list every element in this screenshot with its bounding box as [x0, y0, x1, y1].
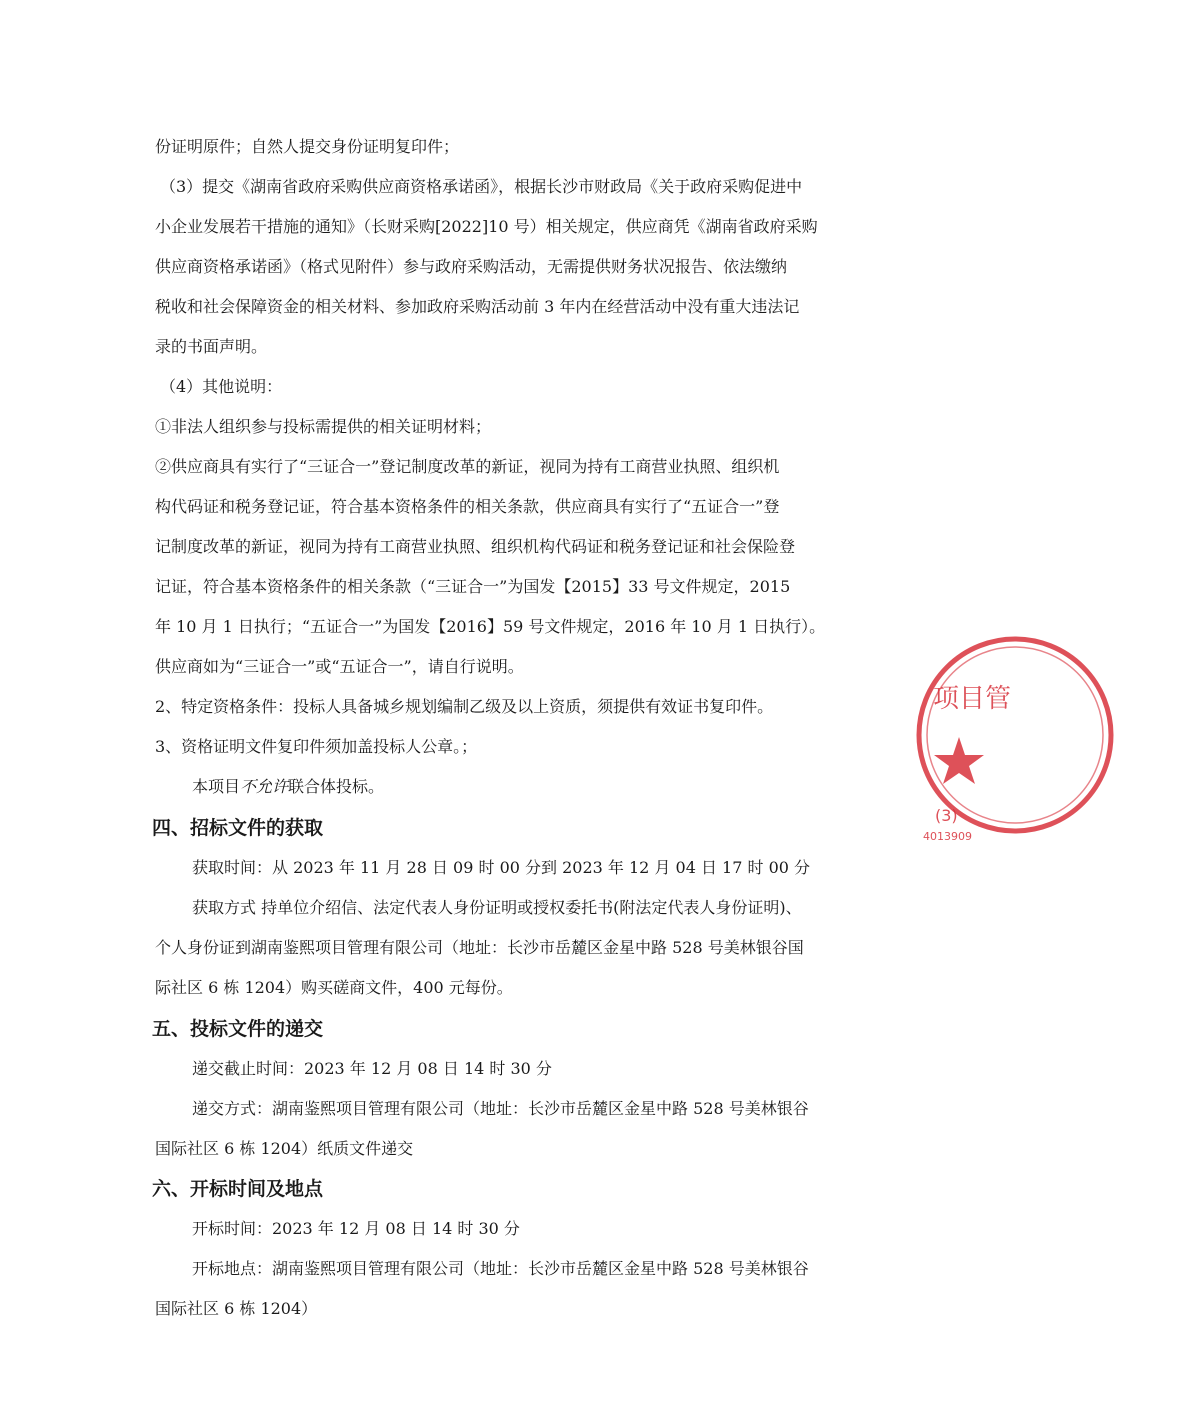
seal-code: 4013909 [923, 830, 972, 843]
seal-graphic [905, 625, 1015, 845]
section-heading: 六、开标时间及地点 [152, 1178, 324, 1200]
paragraph-line: 录的书面声明。 [155, 337, 268, 356]
paragraph-line: 供应商资格承诺函》（格式见附件）参与政府采购活动，无需提供财务状况报告、依法缴纳 [155, 257, 788, 276]
paragraph-line: 3、资格证明文件复印件须加盖投标人公章。； [155, 737, 478, 756]
paragraph-line: 税收和社会保障资金的相关材料、参加政府采购活动前 3 年内在经营活动中没有重大违法记 [155, 297, 800, 316]
paragraph-line: 份证明原件；自然人提交身份证明复印件； [155, 137, 460, 156]
paragraph-line: 国际社区 6 栋 1204）纸质文件递交 [155, 1139, 414, 1158]
paragraph-line: 年 10 月 1 日执行；“五证合一”为国发【2016】59 号文件规定，2016 年 10 月 1 日执行）。 [155, 617, 826, 636]
consortium-prefix: 本项目 [192, 777, 241, 796]
paragraph-line: （4）其他说明： [160, 377, 283, 396]
paragraph-line: 递交截止时间：2023 年 12 月 08 日 14 时 30 分 [192, 1059, 552, 1078]
paragraph-line: 际社区 6 栋 1204）购买磋商文件，400 元每份。 [155, 978, 513, 997]
consortium-line [192, 776, 1192, 798]
paragraph-line: ①非法人组织参与投标需提供的相关证明材料； [155, 417, 492, 436]
consortium-suffix: 联合体投标。 [288, 777, 385, 796]
section-heading: 四、招标文件的获取 [152, 817, 324, 839]
paragraph-line: 记制度改革的新证，视同为持有工商营业执照、组织机构代码证和税务登记证和社会保险登 [155, 537, 796, 556]
paragraph-line: 构代码证和税务登记证，符合基本资格条件的相关条款，供应商具有实行了“五证合一”登 [155, 497, 780, 516]
paragraph-line: 个人身份证到湖南鉴熙项目管理有限公司（地址：长沙市岳麓区金星中路 528 号美林银谷国 [155, 938, 804, 957]
paragraph-line: 供应商如为“三证合一”或“五证合一”，请自行说明。 [155, 657, 524, 676]
consortium-italic: 不允许 [240, 777, 289, 796]
paragraph-line: 开标地点：湖南鉴熙项目管理有限公司（地址：长沙市岳麓区金星中路 528 号美林银谷 [192, 1259, 809, 1278]
company-seal [905, 625, 1015, 845]
paragraph-line: 小企业发展若干措施的通知》（长财采购[2022]10 号）相关规定，供应商凭《湖南省政府采购 [155, 217, 818, 236]
paragraph-line: 获取方式 持单位介绍信、法定代表人身份证明或授权委托书(附法定代表人身份证明)、 [192, 898, 802, 917]
seal-number: (3) [935, 806, 958, 825]
paragraph-line: 国际社区 6 栋 1204） [155, 1299, 318, 1318]
paragraph-line: 获取时间：从 2023 年 11 月 28 日 09 时 00 分到 2023 年 12 月 04 日 17 时 00 分 [192, 858, 811, 877]
paragraph-line: ②供应商具有实行了“三证合一”登记制度改革的新证，视同为持有工商营业执照、组织机 [155, 457, 780, 476]
paragraph-line: （3）提交《湖南省政府采购供应商资格承诺函》，根据长沙市财政局《关于政府采购促进中 [160, 177, 803, 196]
paragraph-line: 递交方式：湖南鉴熙项目管理有限公司（地址：长沙市岳麓区金星中路 528 号美林银谷 [192, 1099, 809, 1118]
section-heading: 五、投标文件的递交 [152, 1018, 324, 1040]
star-icon [934, 737, 984, 784]
paragraph-line: 2、特定资格条件：投标人具备城乡规划编制乙级及以上资质，须提供有效证书复印件。 [155, 697, 774, 716]
paragraph-line: 记证，符合基本资格条件的相关条款（“三证合一”为国发【2015】33 号文件规定，2015 [155, 577, 791, 596]
seal-text: 项目管 [933, 684, 1012, 714]
paragraph-line: 开标时间：2023 年 12 月 08 日 14 时 30 分 [192, 1219, 520, 1238]
